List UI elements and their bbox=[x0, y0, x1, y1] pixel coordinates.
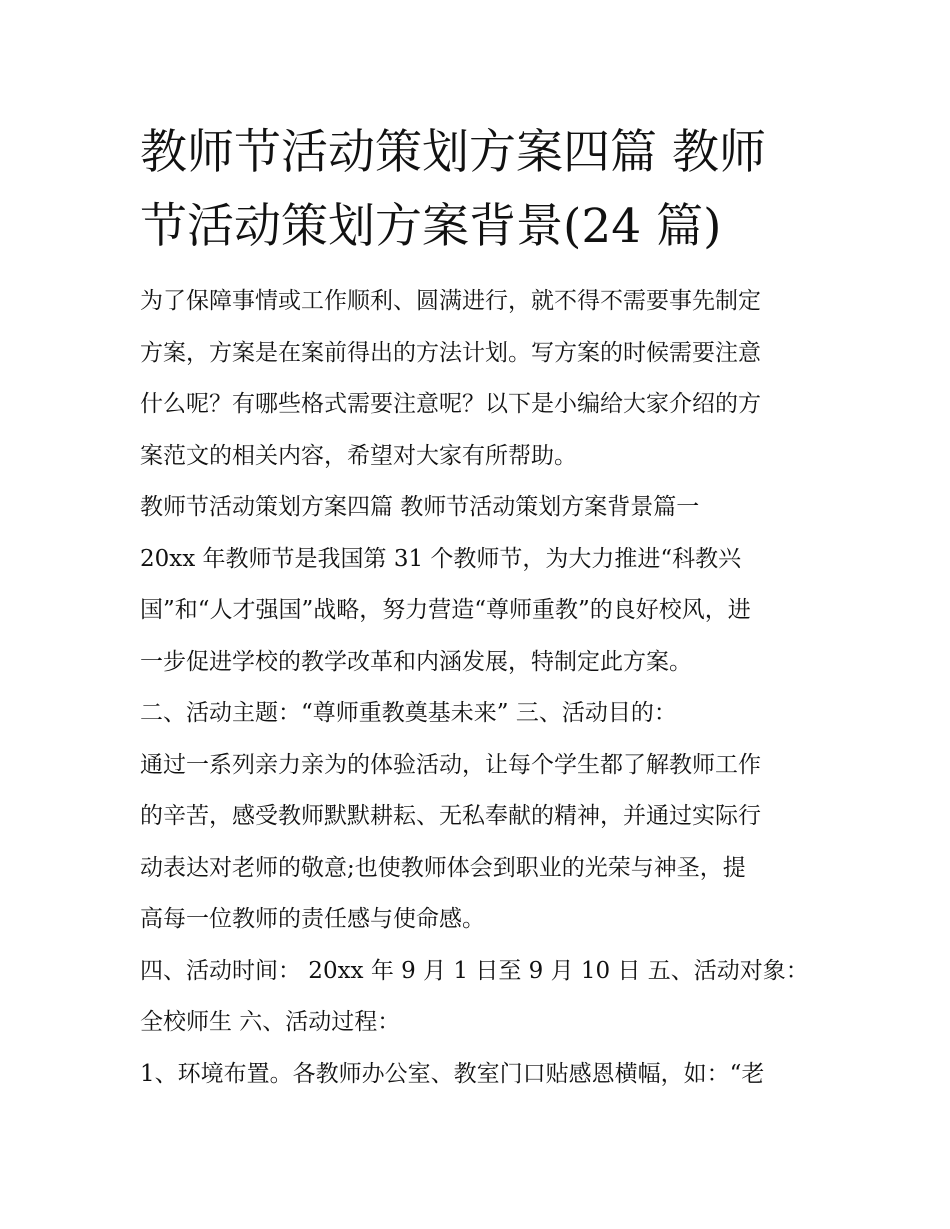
body-line: 的辛苦，感受教师默默耕耘、无私奉献的精神，并通过实际行 bbox=[140, 803, 761, 829]
body-line: 二、活动主题：“尊师重教奠基未来” 三、活动目的： bbox=[140, 700, 677, 726]
section-heading: 教师节活动策划方案四篇 教师节活动策划方案背景篇一 bbox=[140, 494, 700, 520]
body-line: 动表达对老师的敬意;也使教师体会到职业的光荣与神圣，提 bbox=[140, 854, 746, 881]
body-line: 全校师生 六、活动过程： bbox=[140, 1009, 401, 1035]
body-line: 1、环境布置。各教师办公室、教室门口贴感恩横幅，如：“老 bbox=[140, 1060, 765, 1087]
body-line: 方案，方案是在案前得出的方法计划。写方案的时候需要注意 bbox=[140, 339, 761, 366]
body-line: 案范文的相关内容，希望对大家有所帮助。 bbox=[140, 442, 577, 469]
body-line: 什么呢？有哪些格式需要注意呢？以下是小编给大家介绍的方 bbox=[140, 391, 761, 417]
body-line: 通过一系列亲力亲为的体验活动，让每个学生都了解教师工作 bbox=[140, 751, 761, 778]
body-line: 20xx 年教师节是我国第 31 个教师节，为大力推进“科教兴 bbox=[140, 545, 742, 572]
body-line: 一步促进学校的教学改革和内涵发展，特制定此方案。 bbox=[140, 648, 692, 675]
body-line: 高每一位教师的责任感与使命感。 bbox=[140, 906, 485, 932]
title-line-2: 节活动策划方案背景(24 篇) bbox=[140, 199, 722, 254]
document-title bbox=[140, 116, 830, 264]
body-line: 为了保障事情或工作顺利、圆满进行，就不得不需要事先制定 bbox=[140, 288, 761, 314]
title-line-1: 教师节活动策划方案四篇 教师 bbox=[140, 125, 766, 180]
document-body bbox=[140, 276, 830, 1100]
body-line: 四、活动时间： 20xx 年 9 月 1 日至 9 月 10 日 五、活动对象： bbox=[140, 957, 809, 984]
body-line: 国”和“人才强国”战略，努力营造“尊师重教”的良好校风，进 bbox=[140, 597, 751, 623]
